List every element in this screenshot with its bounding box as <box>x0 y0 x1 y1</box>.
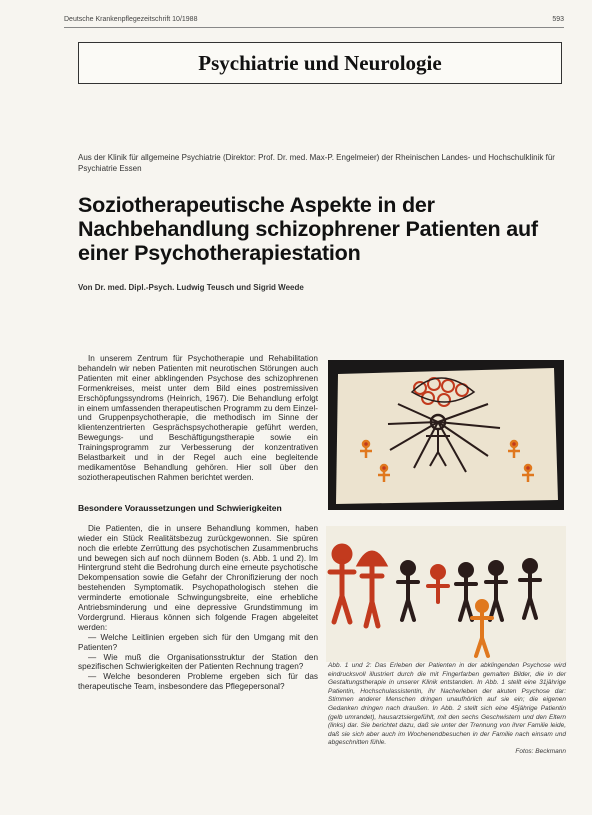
photo-credit: Fotos: Beckmann <box>515 747 566 755</box>
question-item: — Wie muß die Organisationsstruktur der Station den spezifischen Schwierigkeiten der Patienten Rechnung tragen? <box>78 652 318 672</box>
question-item: — Welche Leitlinien ergeben sich für den Umgang mit den Patienten? <box>78 632 318 652</box>
affiliation: Aus der Klinik für allgemeine Psychiatrie (Direktor: Prof. Dr. med. Max-P. Engelmeier) der Rheinischen Landes- und Hochschulklinik für Psychiatrie Essen <box>78 153 555 173</box>
authors: Von Dr. med. Dipl.-Psych. Ludwig Teusch und Sigrid Weede <box>78 283 304 292</box>
figure-2 <box>326 526 566 662</box>
journal-name: Deutsche Krankenpflegezeitschrift 10/1988 <box>64 16 198 23</box>
page-header <box>64 14 564 26</box>
intro-paragraph: In unserem Zentrum für Psychotherapie und Rehabilitation behandeln wir neben Patienten mit neurotischen Störungen auch Patienten mit einer abklingenden Psychose des schizophrenen Formenkreises, meist unter dem Bild eines postremissiven Erschöpfungssyndroms (Heinrich, 1967). Die Behandlung erfolgt in einem umfassenden therapeutischen Programm zu dem Einzel- und Gruppenpsychotherapie, die methodisch im Sinne der klientenzentrierten Gesprächspsychotherapie geführt werden, Bewegungs- und Beschäftigungstherapie sowie ein Trainingsprogramm zur Verbesserung der konzentrativen Belastbarkeit und in der Regel auch eine begleitende medikamentöse Behandlung gehören. Hier soll über den soziotherapeutischen Rahmen berichtet werden. <box>78 354 318 482</box>
figure-caption <box>328 662 566 757</box>
figure-1 <box>328 360 564 510</box>
question-item: — Welche besonderen Probleme ergeben sich für das therapeutische Team, insbesondere das Pflegepersonal? <box>78 672 318 692</box>
header-rule <box>64 27 564 28</box>
figure-2-painting <box>326 526 566 662</box>
body-paragraph: Die Patienten, die in unsere Behandlung kommen, haben wieder ein Stück Realitätsbezug zurückgewonnen. Sie spüren noch die erlebte Zerrüttung des psychotischen Zusammenbruchs und bewegen sich auf noch dünnem Boden (s. Abb. 1 und 2). Im Hintergrund steht die Bedrohung durch eine erneute psychotische Dekompensation sowie die Gefahr der Chronifizierung der noch bestehenden Symptomatik. Psychopathologisch stehen die verminderte emotionale Schwingungsbreite, eine erhebliche Antriebsminderung und eine depressive Grundstimmung im Vordergrund. Hieraus können sich folgende Fragen abgeleitet werden: <box>78 523 318 632</box>
subheading: Besondere Voraussetzungen und Schwierigkeiten <box>78 502 282 513</box>
article-title: Soziotherapeutische Aspekte in der Nachbehandlung schizophrener Patienten auf einer Psychotherapiestation <box>78 193 538 265</box>
section-banner <box>78 42 562 84</box>
caption-text: Abb. 1 und 2: Das Erleben der Patienten in der abklingenden Psychose wird eindrucksvoll illustriert durch die mit Fingerfarben gemalten Bilder, die in der Gestaltungstherapie in unserer Klinik entstanden. In Abb. 1 stellt eine 31jährige Patientin, Hochschulassistentin, ihr Nacherleben der akuten Psychose dar: Stimmen anderer Menschen dringen unaufhörlich auf sie ein; die eigenen Gedanken dringen nach draußen. In Abb. 2 stellt sich eine 45jährige Patientin (gelb umrandet), hausarztsiergefühlt, mit den sechs Geschwistern und den Eltern (links) dar. Sie berichtet dazu, daß sie unter der Trennung von ihrer Familie leide, daß sie sich aber auch im Wochenendbesuchen in der Familie nach einsam und abgeschnitten fühle. <box>328 662 566 747</box>
left-column <box>78 354 318 692</box>
figure-1-painting <box>328 360 564 510</box>
page-number: 593 <box>552 16 564 23</box>
section-title: Psychiatrie und Neurologie <box>198 50 442 75</box>
